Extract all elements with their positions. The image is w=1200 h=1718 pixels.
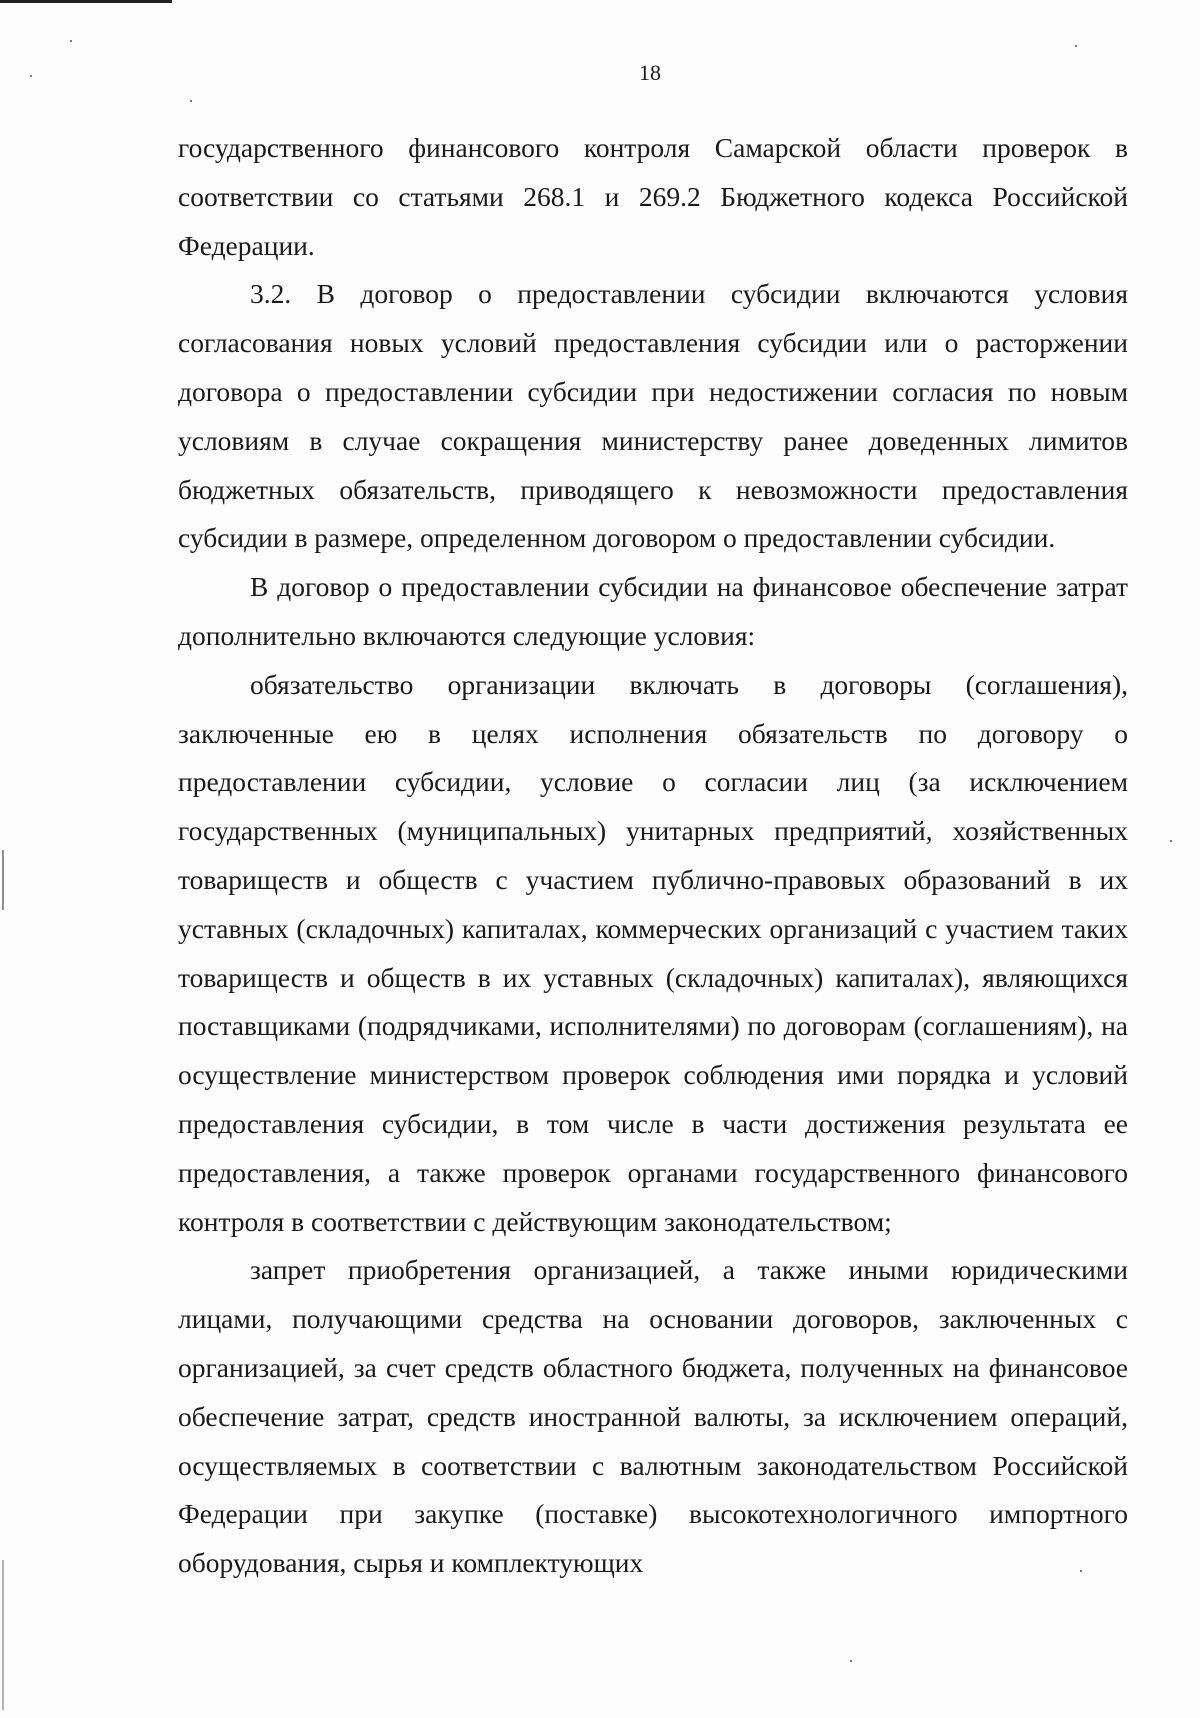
paragraph-section-3-2: 3.2. В договор о предоставлении субсидии включаются условия согласования новых условий предоставления субсидии или о расторжении договора о предоставлении субсидии при недостижении согласия по новым условиям в случае сокращения министерству ранее доведенных лимитов бюджетных обязательств, приводящего к невозможности предоставления субсидии в размере, определенном договором о предоставлении субсидии.	[178, 278, 1128, 554]
paragraph-continuation: государственного финансового контроля Самарской области проверок в соответствии со статьями 268.1 и 269.2 Бюджетного кодекса Российской Федерации.	[178, 132, 1128, 261]
scan-edge-mark	[2, 850, 4, 910]
scan-edge-mark	[2, 1560, 4, 1710]
scan-speck	[1170, 840, 1172, 842]
scan-speck	[850, 1660, 852, 1662]
scan-speck	[190, 100, 192, 102]
scan-speck	[1075, 45, 1077, 47]
paragraph-additional-conditions: В договор о предоставлении субсидии на финансовое обеспечение затрат дополнительно включаются следующие условия:	[178, 571, 1128, 651]
paragraph-prohibition: запрет приобретения организацией, а также иными юридическими лицами, получающими средства на основании договоров, заключенных с организацией, за счет средств областного бюджета, полученных на финансовое обеспечение затрат, средств иностранной валюты, за исключением операций, осуществляемых в соответствии с валютным законодательством Российской Федерации при закупке (поставке) высокотехнологичного импортного оборудования, сырья и комплектующих	[178, 1254, 1128, 1579]
paragraph-obligation: обязательство организации включать в договоры (соглашения), заключенные ею в целях исполнения обязательств по договору о предоставлении субсидии, условие о согласии лиц (за исключением государственных (муниципальных) унитарных предприятий, хозяйственных товариществ и обществ с участием публично-правовых образований в их уставных (складочных) капиталах, коммерческих организаций с участием таких товариществ и обществ в их уставных (складочных) капиталах), являющихся поставщиками (подрядчиками, исполнителями) по договорам (соглашениям), на осуществление министерством проверок соблюдения ими порядка и условий предоставления субсидии, в том числе в части достижения результата ее предоставления, а также проверок органами государственного финансового контроля в соответствии с действующим законодательством;	[178, 668, 1128, 1237]
document-body	[178, 124, 1128, 1588]
page-number: 18	[639, 60, 661, 85]
scan-speck	[70, 40, 72, 42]
scan-edge-line	[0, 0, 172, 3]
